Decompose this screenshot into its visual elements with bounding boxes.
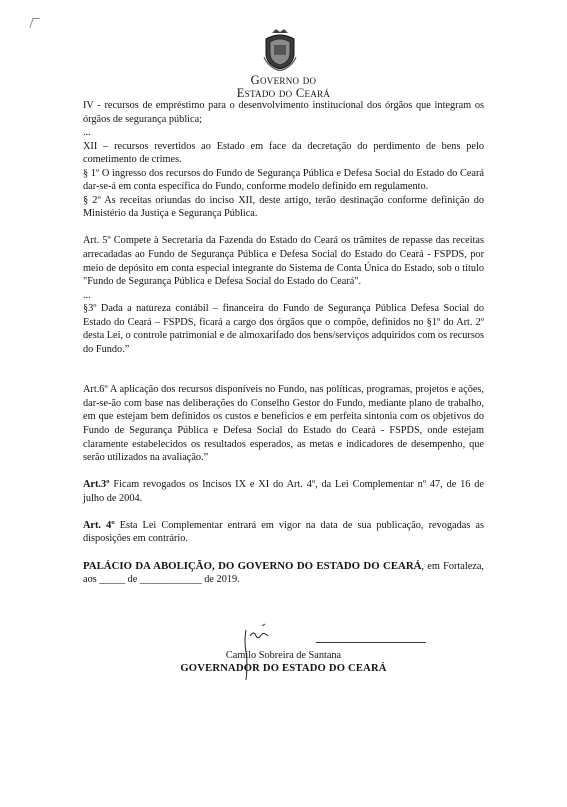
paragraph-inciso-xii: XII – recursos revertidos ao Estado em face da decretação do perdimento de bens pelo cometimento de crimes. <box>83 140 484 166</box>
art-3-text: Ficam revogados os Incisos IX e XI do Art. 4º, da Lei Complementar nº 47, de 16 de julho de 2004. <box>83 479 484 504</box>
paragraph-art-4 <box>83 519 484 546</box>
paragraph-sec-1: § 1º O ingresso dos recursos do Fundo de Segurança Pública e Defesa Social do Estado do Ceará dar-se-á em conta específica do Fundo, conforme modelo definido em regulamento. <box>83 167 484 193</box>
header-government: Governo do <box>250 73 317 87</box>
ellipsis: ... <box>83 127 91 139</box>
header-state: Estado do Ceará <box>236 86 331 100</box>
paragraph-sec-2: § 2º As receitas oriundas do inciso XII, deste artigo, terão destinação conforme definição do Ministério da Justiça e Segurança Pública. <box>83 194 484 220</box>
palace-label: PALÁCIO DA ABOLIÇÃO, DO GOVERNO DO ESTADO DO CEARÁ <box>83 559 422 572</box>
signer-title: GOVERNADOR DO ESTADO DO CEARÁ <box>180 663 387 674</box>
page-corner-mark <box>29 18 40 28</box>
paragraph-art-6: Art.6º A aplicação dos recursos disponíveis no Fundo, nas políticas, programas, projetos e ações, dar-se-ão com base nas deliberações do Conselho Gestor do Fundo, mediante plano de trabalho, em que estejam bem definidos os custos e benefícios e em perfeita sintonia com os objetivos do Fundo de Segurança Pública e Defesa Social do Estado do Ceará - FSPDS, onde estejam claramente estabelecidos os resultados esperados, as metas e indicadores de desempenho, que serão utilizados na avaliação.” <box>83 384 484 464</box>
paragraph-art-3 <box>83 478 484 505</box>
art-4-label: Art. 4º <box>83 519 115 531</box>
paragraph-palace <box>83 560 484 587</box>
palace-text: , em Fortaleza, aos _____ de ____________ de 2019. <box>83 560 484 586</box>
paragraph-inciso-iv: IV - recursos de empréstimo para o desenvolvimento institucional dos órgãos que integram os órgãos de segurança pública; <box>83 100 484 125</box>
ellipsis: ... <box>83 289 91 301</box>
document-body <box>83 99 484 587</box>
art-4-text: Esta Lei Complementar entrará em vigor na data de sua publicação, revogadas as disposições em contrário. <box>83 519 484 545</box>
paragraph-art-5: Art. 5º Compete à Secretaria da Fazenda do Estado do Ceará os trâmites de repasse das receitas arrecadadas ao Fundo de Segurança Pública e Defesa Social do Estado do Ceará - FSPDS, por meio de depósito em conta especial integrante do Sistema de Conta Única do Estado, sob o título "Fundo de Segurança Pública e Defesa Social do Estado do Ceará". <box>83 235 484 288</box>
art-3-label: Art.3º <box>83 479 110 491</box>
paragraph-sec-3: §3º Dada a natureza contábil – financeira do Fundo de Segurança Pública Defesa Social do Estado do Ceará – FSPDS, ficará a cargo dos órgãos que o compõe, definidos no §1º do Art. 2º desta Lei, o controle patrimonial e de almoxarifado dos bens/serviços adquiridos com os recursos do Fundo.” <box>83 303 484 355</box>
signature-line <box>316 642 426 643</box>
signer-name: Camilo Sobreira de Santana <box>225 650 342 661</box>
state-coat-of-arms-icon <box>262 27 298 71</box>
